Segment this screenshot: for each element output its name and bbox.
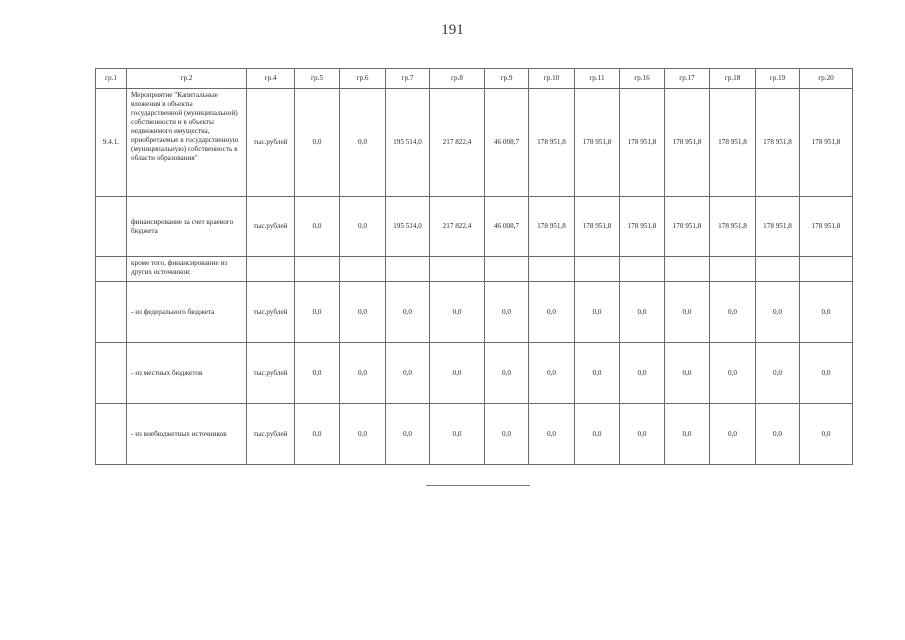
value-cell [529, 257, 575, 282]
value-cell: 0,0 [386, 404, 430, 465]
table-row [96, 197, 853, 257]
value-cell [575, 257, 620, 282]
value-cell: 0,0 [620, 282, 665, 343]
table-row [96, 282, 853, 343]
row-code [96, 404, 127, 465]
value-cell: 0,0 [756, 343, 800, 404]
header-cell: гр.1 [96, 69, 127, 89]
header-cell: гр.10 [529, 69, 575, 89]
value-cell: 0,0 [340, 404, 386, 465]
value-cell: 0,0 [340, 282, 386, 343]
row-unit: тыс.рублей [247, 343, 295, 404]
row-name: - из местных бюджетов [127, 343, 247, 404]
value-cell [756, 257, 800, 282]
value-cell: 0,0 [485, 404, 529, 465]
value-cell: 0,0 [340, 197, 386, 257]
value-cell: 46 008,7 [485, 89, 529, 197]
value-cell: 0,0 [710, 282, 756, 343]
header-cell: гр.17 [665, 69, 710, 89]
row-name: кроме того, финансирование из других источников: [127, 257, 247, 282]
value-cell: 217 822,4 [430, 89, 485, 197]
value-cell: 0,0 [575, 282, 620, 343]
value-cell: 178 951,8 [756, 89, 800, 197]
value-cell: 0,0 [529, 343, 575, 404]
value-cell: 178 951,8 [665, 89, 710, 197]
value-cell: 0,0 [295, 404, 340, 465]
value-cell: 0,0 [340, 89, 386, 197]
value-cell: 178 951,8 [620, 197, 665, 257]
value-cell: 178 951,8 [620, 89, 665, 197]
value-cell [710, 257, 756, 282]
row-unit: тыс.рублей [247, 197, 295, 257]
value-cell: 0,0 [340, 343, 386, 404]
header-cell: гр.19 [756, 69, 800, 89]
page-number: 191 [441, 22, 464, 38]
header-cell: гр.2 [127, 69, 247, 89]
value-cell: 178 951,8 [710, 197, 756, 257]
value-cell: 0,0 [710, 343, 756, 404]
value-cell [386, 257, 430, 282]
row-unit: тыс.рублей [247, 282, 295, 343]
value-cell: 178 951,8 [529, 89, 575, 197]
value-cell: 178 951,8 [800, 89, 853, 197]
value-cell: 0,0 [295, 282, 340, 343]
row-code [96, 282, 127, 343]
header-cell: гр.8 [430, 69, 485, 89]
value-cell: 46 008,7 [485, 197, 529, 257]
value-cell: 0,0 [295, 89, 340, 197]
header-cell: гр.11 [575, 69, 620, 89]
row-code: 9.4.1. [96, 89, 127, 197]
header-cell: гр.7 [386, 69, 430, 89]
value-cell: 178 951,8 [665, 197, 710, 257]
value-cell: 0,0 [386, 343, 430, 404]
value-cell: 178 951,8 [575, 89, 620, 197]
row-unit: тыс.рублей [247, 89, 295, 197]
header-cell: гр.9 [485, 69, 529, 89]
value-cell: 178 951,8 [529, 197, 575, 257]
row-name: Мероприятие "Капитальные вложения в объекты государственной (муниципальной) собственности и в объекты недвижимого имущества, приобретаемые в государственную (муниципальную) собственность в области образования" [127, 89, 247, 197]
row-name: финансирование за счет краевого бюджета [127, 197, 247, 257]
header-cell: гр.5 [295, 69, 340, 89]
value-cell: 0,0 [710, 404, 756, 465]
value-cell: 0,0 [620, 343, 665, 404]
row-code [96, 197, 127, 257]
row-code [96, 343, 127, 404]
value-cell: 0,0 [800, 404, 853, 465]
value-cell: 0,0 [430, 282, 485, 343]
value-cell: 0,0 [485, 282, 529, 343]
value-cell [620, 257, 665, 282]
value-cell: 0,0 [800, 282, 853, 343]
budget-table [95, 68, 853, 465]
value-cell [340, 257, 386, 282]
value-cell: 0,0 [620, 404, 665, 465]
value-cell: 0,0 [665, 282, 710, 343]
value-cell: 0,0 [295, 197, 340, 257]
value-cell: 0,0 [295, 343, 340, 404]
value-cell: 0,0 [430, 343, 485, 404]
header-row [96, 69, 853, 89]
value-cell: 0,0 [575, 404, 620, 465]
value-cell: 0,0 [529, 404, 575, 465]
row-unit: тыс.рублей [247, 404, 295, 465]
value-cell: 0,0 [575, 343, 620, 404]
value-cell: 0,0 [665, 404, 710, 465]
row-code [96, 257, 127, 282]
table-row [96, 343, 853, 404]
row-name: - из внебюджетных источников [127, 404, 247, 465]
closing-rule [426, 485, 530, 486]
table-row [96, 89, 853, 197]
value-cell: 0,0 [665, 343, 710, 404]
header-cell: гр.18 [710, 69, 756, 89]
value-cell: 217 822,4 [430, 197, 485, 257]
value-cell [295, 257, 340, 282]
value-cell [800, 257, 853, 282]
table-row [96, 404, 853, 465]
value-cell: 0,0 [756, 404, 800, 465]
value-cell: 0,0 [386, 282, 430, 343]
row-name: - из федерального бюджета [127, 282, 247, 343]
row-unit [247, 257, 295, 282]
table-row [96, 257, 853, 282]
value-cell: 178 951,8 [800, 197, 853, 257]
value-cell: 0,0 [485, 343, 529, 404]
value-cell: 178 951,8 [756, 197, 800, 257]
value-cell: 0,0 [430, 404, 485, 465]
value-cell: 0,0 [529, 282, 575, 343]
header-cell: гр.6 [340, 69, 386, 89]
value-cell: 195 514,0 [386, 197, 430, 257]
header-cell: гр.4 [247, 69, 295, 89]
value-cell [665, 257, 710, 282]
value-cell: 0,0 [756, 282, 800, 343]
value-cell: 178 951,8 [575, 197, 620, 257]
value-cell [430, 257, 485, 282]
value-cell: 0,0 [800, 343, 853, 404]
value-cell: 195 514,0 [386, 89, 430, 197]
value-cell: 178 951,8 [710, 89, 756, 197]
value-cell [485, 257, 529, 282]
header-cell: гр.16 [620, 69, 665, 89]
header-cell: гр.20 [800, 69, 853, 89]
